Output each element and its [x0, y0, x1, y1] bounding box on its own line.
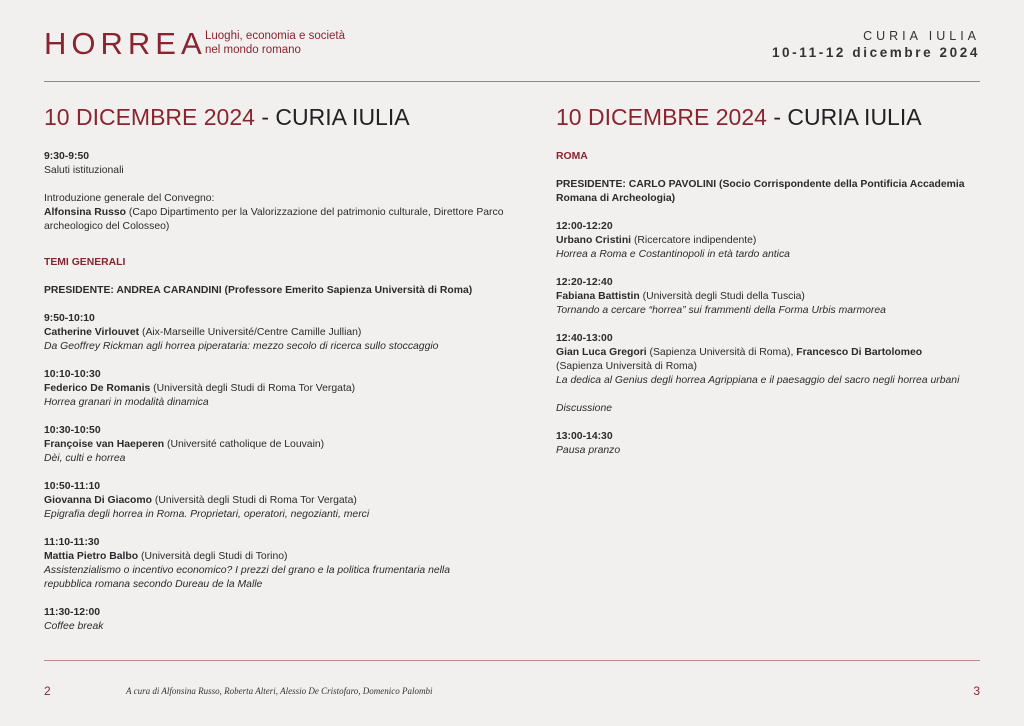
break-label: Coffee break [44, 621, 104, 632]
intro-speaker [44, 206, 504, 234]
right-title-venue: - CURIA IULIA [766, 104, 922, 130]
speaker-affiliation: (Sapienza Università di Roma) [556, 361, 697, 372]
talk-speaker [44, 382, 504, 396]
talk-speaker [44, 326, 504, 340]
talk-title: Horrea a Roma e Costantinopoli in età tardo antica [556, 249, 790, 260]
talk-time: 10:30-10:50 [44, 425, 101, 436]
talk-time: 10:10-10:30 [44, 369, 101, 380]
right-talk-2 [556, 276, 986, 318]
talk-speaker [44, 494, 504, 508]
talk-title: Dèi, culti e horrea [44, 453, 126, 464]
left-title-venue: - CURIA IULIA [254, 104, 410, 130]
tagline [205, 29, 355, 57]
speaker-affiliation: (Ricercatore indipendente) [631, 235, 757, 246]
opening-time: 9:30-9:50 [44, 151, 90, 162]
break-time: 11:30-12:00 [44, 607, 101, 618]
speaker-name: Fabiana Battistin [556, 291, 640, 302]
talk-speaker [556, 234, 986, 248]
left-title-date: 10 DICEMBRE 2024 [44, 104, 255, 130]
tagline-line-2: nel mondo romano [205, 44, 301, 56]
speaker-name: Catherine Virlouvet [44, 327, 140, 338]
speaker-affiliation: (Université catholique de Louvain) [164, 439, 325, 450]
page-number-right: 3 [973, 684, 980, 698]
talk-speaker [44, 550, 504, 564]
talk-title: Tornando a cercare “horrea” sui frammenti della Forma Urbis marmorea [556, 305, 886, 316]
lunch-time: 13:00-14:30 [556, 431, 613, 442]
section-temi-generali: TEMI GENERALI [44, 257, 126, 268]
talk-speaker [44, 438, 504, 452]
speaker-affiliation: (Università degli Studi della Tuscia) [639, 291, 805, 302]
speaker-name: Giovanna Di Giacomo [44, 495, 152, 506]
page-header [44, 26, 980, 66]
talk-time: 10:50-11:10 [44, 481, 101, 492]
talk-time: 12:00-12:20 [556, 221, 613, 232]
talk-speakers [556, 346, 986, 360]
header-divider [44, 81, 980, 82]
talk-title: Da Geoffrey Rickman agli horrea piperataria: mezzo secolo di ricerca sullo stoccaggio [44, 341, 439, 352]
intro-label: Introduzione generale del Convegno: [44, 193, 215, 204]
speaker-affiliation: (Università degli Studi di Torino) [138, 551, 288, 562]
talk-title: La dedica al Genius degli horrea Agrippiana e il paesaggio del sacro negli horrea urbani [556, 375, 960, 386]
talk-time: 12:40-13:00 [556, 333, 613, 344]
left-president: PRESIDENTE: ANDREA CARANDINI (Professore Emerito Sapienza Università di Roma) [44, 285, 473, 296]
speaker-name: Françoise van Haeperen [44, 439, 165, 450]
speaker-name: Federico De Romanis [44, 383, 151, 394]
speaker-affiliation: (Aix-Marseille Université/Centre Camille Jullian) [139, 327, 362, 338]
left-talk-5 [44, 536, 504, 592]
intro-speaker-affiliation: (Capo Dipartimento per la Valorizzazione del patrimonio culturale, Direttore Parco archeologico del Colosseo) [44, 207, 504, 232]
right-column [556, 103, 986, 458]
talk-title: Epigrafia degli horrea in Roma. Proprietari, operatori, negozianti, merci [44, 509, 370, 520]
section-roma: ROMA [556, 151, 588, 162]
speaker-name: Urbano Cristini [556, 235, 632, 246]
talk-time: 12:20-12:40 [556, 277, 613, 288]
left-talk-1 [44, 312, 504, 354]
speaker-name: Gian Luca Gregori [556, 347, 647, 358]
tagline-line-1: Luoghi, economia e società [205, 30, 346, 42]
speaker-affiliation: (Università degli Studi di Roma Tor Vergata) [150, 383, 356, 394]
left-talk-4 [44, 480, 504, 522]
right-talk-3 [556, 332, 986, 388]
intro-speaker-name: Alfonsina Russo [44, 207, 126, 218]
right-talk-1 [556, 220, 986, 262]
footer-divider [44, 660, 980, 661]
event-dates: 10-11-12 dicembre 2024 [771, 45, 980, 60]
lunch-label: Pausa pranzo [556, 445, 621, 456]
page-number-left: 2 [44, 684, 51, 698]
opening-label: Saluti istituzionali [44, 165, 124, 176]
discussion-label: Discussione [556, 403, 613, 414]
curators-credit: A cura di Alfonsina Russo, Roberta Alteri, Alessio De Cristofaro, Domenico Palombi [126, 686, 433, 696]
left-column [44, 103, 504, 634]
venue-name: CURIA IULIA [863, 29, 980, 43]
talk-time: 11:10-11:30 [44, 537, 100, 548]
speaker-name: Mattia Pietro Balbo [44, 551, 139, 562]
right-president: PRESIDENTE: CARLO PAVOLINI (Socio Corrispondente della Pontificia Accademia Romana di Archeologia) [556, 179, 965, 204]
speaker-affiliation: (Università degli Studi di Roma Tor Vergata) [151, 495, 357, 506]
left-talk-2 [44, 368, 504, 410]
venue-block [772, 28, 980, 61]
talk-title: Assistenzialismo o incentivo economico? I prezzi del grano e la politica frumentaria nella repubblica romana secondo Dureau de la Malle [44, 565, 451, 590]
right-title-date: 10 DICEMBRE 2024 [556, 104, 767, 130]
speaker-name: Francesco Di Bartolomeo [796, 347, 923, 358]
talk-time: 9:50-10:10 [44, 313, 95, 324]
talk-title: Horrea granari in modalità dinamica [44, 397, 209, 408]
right-column-title [556, 103, 986, 131]
talk-speaker [556, 290, 986, 304]
horrea-logo: HORREA [44, 26, 207, 61]
left-column-title [44, 103, 504, 131]
speaker-affiliation: (Sapienza Università di Roma), [646, 347, 797, 358]
left-talk-3 [44, 424, 504, 466]
